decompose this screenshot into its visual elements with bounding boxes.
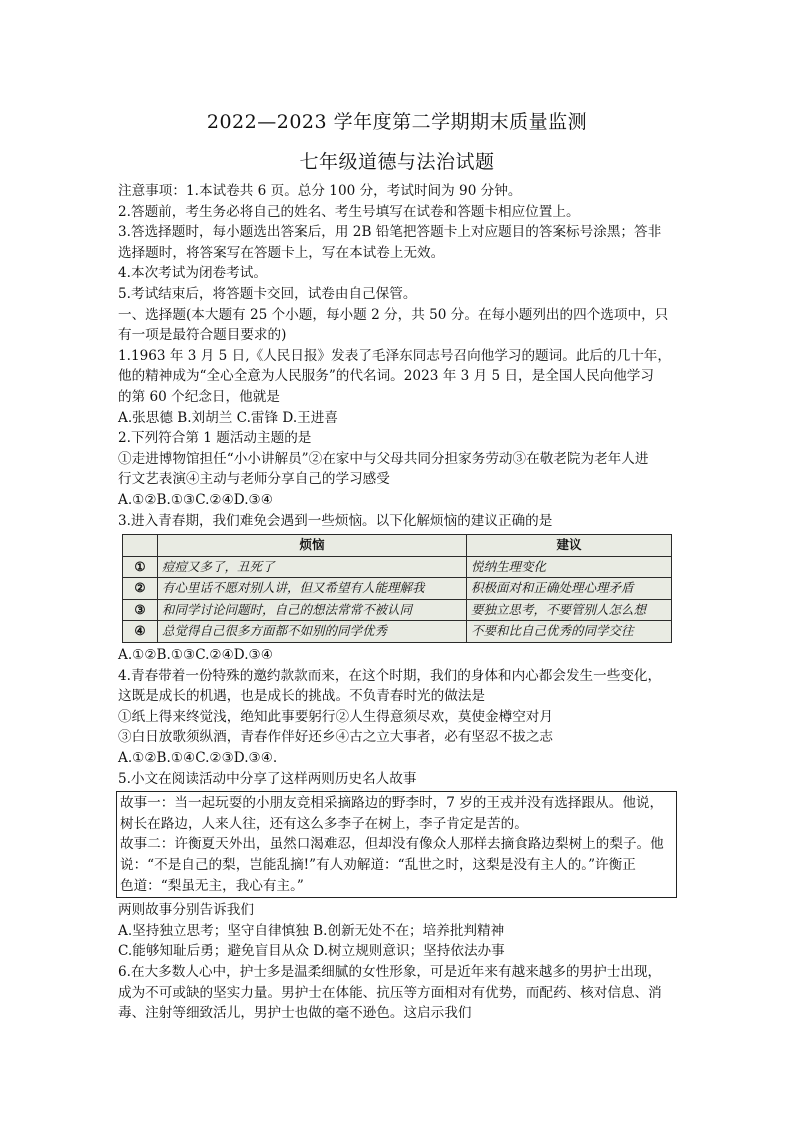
table-header: 烦恼 (158, 535, 467, 557)
page-title: 2022—2023 学年度第二学期期末质量监测 (206, 111, 588, 133)
question-line: 2.下列符合第 1 题活动主题的是 (118, 430, 312, 447)
table-row (123, 621, 672, 643)
question-line: ③白日放歌须纵酒，青春作伴好还乡④古之立大事者，必有坚忍不拔之志 (118, 729, 553, 746)
note-line: 注意事项：1.本试卷共 6 页。总分 100 分，考试时间为 90 分钟。 (118, 183, 522, 199)
question-line: 两则故事分别告诉我们 (118, 902, 254, 919)
page-subtitle: 七年级道德与法治试题 (299, 151, 495, 173)
answer-options: A.张思德 B.刘胡兰 C.雷锋 D.王进喜 (118, 409, 338, 426)
table-header-row (123, 535, 672, 557)
story-line: 树长在路边，人来人往，还有这么多李子在树上，李子肯定是苦的。 (120, 815, 528, 832)
question-line: 这既是成长的机遇，也是成长的挑战。不负青春时光的做法是 (118, 688, 486, 705)
story-line: 故事一：当一起玩耍的小朋友竞相采摘路边的野李时，7 岁的王戎并没有选择跟从。他说， (120, 795, 664, 812)
worry-advice-table (122, 534, 672, 643)
row-number: ② (123, 578, 158, 600)
answer-options: A.①②B.①③C.②④D.③④ (118, 491, 273, 508)
question-line: 行文艺表演④主动与老师分享自己的学习感受 (118, 471, 390, 488)
question-line: 6.在大多数人心中，护士多是温柔细腻的女性形象，可是近年来有越来越多的男护士出现， (118, 963, 662, 980)
question-line: ①纸上得来终觉浅，绝知此事要躬行②人生得意须尽欢，莫使金樽空对月 (118, 708, 553, 725)
story-line: 说：“不是自己的梨，岂能乱摘!”有人劝解道：“乱世之时，这梨是没有主人的。”许衡正 (120, 857, 636, 873)
question-6 (118, 962, 680, 1024)
note-line: 2.答题前，考生务必将自己的姓名、考生号填写在试卷和答题卡相应位置上。 (118, 203, 580, 220)
table-row (123, 556, 672, 578)
note-line: 5.考试结束后，将答题卡交回，试卷由自己保管。 (118, 285, 417, 302)
question-line: 3.进入青春期，我们难免会遇到一些烦恼。以下化解烦恼的建议正确的是 (118, 512, 553, 529)
question-4 (118, 666, 680, 769)
advice-cell: 不要和比自己优秀的同学交往 (467, 621, 672, 643)
question-line: 1.1963 年 3 月 5 日,《人民日报》发表了毛泽东同志号召向他学习的题词。此后的几十年， (118, 347, 671, 364)
row-number: ① (123, 556, 158, 578)
answer-options: A.①②B.①④C.②③D.③④. (118, 750, 278, 767)
notes-section (118, 181, 680, 305)
row-number: ③ (123, 599, 158, 621)
row-number: ④ (123, 621, 158, 643)
question-line: 5.小文在阅读活动中分享了这样两则历史名人故事 (118, 770, 417, 787)
worry-cell: 有心里话不愿对别人讲，但又希望有人能理解我 (158, 578, 467, 600)
question-5 (118, 769, 680, 962)
question-line: 他的精神成为“全心全意为人民服务”的代名词。2023 年 3 月 5 日，是全国人民向他学习 (118, 368, 654, 385)
question-line: 成为不可或缺的坚实力量。男护士在体能、抗压等方面相对有优势，而配药、核对信息、消 (118, 984, 662, 1001)
story-box (116, 791, 677, 898)
question-2 (118, 428, 680, 510)
note-line: 3.答选择题时，每小题选出答案后，用 2B 铅笔把答题卡上对应题目的答案标号涂黑；答非 (118, 224, 662, 241)
question-3 (118, 511, 680, 666)
section-heading (118, 305, 680, 346)
advice-cell: 要独立思考，不要管别人怎么想 (467, 599, 672, 621)
table-header (123, 535, 158, 557)
question-line: 毒、注射等细致活儿，男护士也做的毫不逊色。这启示我们 (118, 1005, 472, 1022)
worry-cell: 痘痘又多了，丑死了 (158, 556, 467, 578)
question-line: 4.青春带着一份特殊的邀约款款而来，在这个时期，我们的身体和内心都会发生一些变化， (118, 667, 662, 684)
advice-cell: 积极面对和正确处理心理矛盾 (467, 578, 672, 600)
section-line: 有一项是最符合题目要求的) (118, 327, 287, 344)
question-line: ①走进博物馆担任“小小讲解员”②在家中与父母共同分担家务劳动③在敬老院为老年人进 (118, 450, 649, 467)
question-line: 的第 60 个纪念日，他就是 (118, 388, 280, 405)
section-line: 一、选择题(本大题有 25 个小题，每小题 2 分，共 50 分。在每小题列出的四个选项中，只 (118, 306, 669, 323)
answer-options: A.①②B.①③C.②④D.③④ (118, 647, 273, 664)
table-row (123, 578, 672, 600)
story-line: 故事二：许衡夏天外出，虽然口渴难忍，但却没有像众人那样去摘食路边梨树上的梨子。他 (120, 836, 664, 853)
answer-options: C.能够知耻后勇；避免盲目从众 D.树立规则意识；坚持依法办事 (118, 943, 505, 960)
question-1 (118, 346, 680, 428)
note-line: 4.本次考试为闭卷考试。 (118, 265, 267, 282)
worry-cell: 总觉得自己很多方面都不如别的同学优秀 (158, 621, 467, 643)
answer-options: A.坚持独立思考；坚守自律慎独 B.创新无处不在；培养批判精神 (118, 922, 505, 939)
advice-cell: 悦纳生理变化 (467, 556, 672, 578)
worry-cell: 和同学讨论问题时，自己的想法常常不被认同 (158, 599, 467, 621)
note-line: 选择题时，将答案写在答题卡上，写在本试卷上无效。 (118, 244, 445, 261)
story-line: 色道：“梨虽无主，我心有主。” (120, 877, 304, 894)
table-header: 建议 (467, 535, 672, 557)
exam-body (118, 181, 680, 1024)
table-row (123, 599, 672, 621)
